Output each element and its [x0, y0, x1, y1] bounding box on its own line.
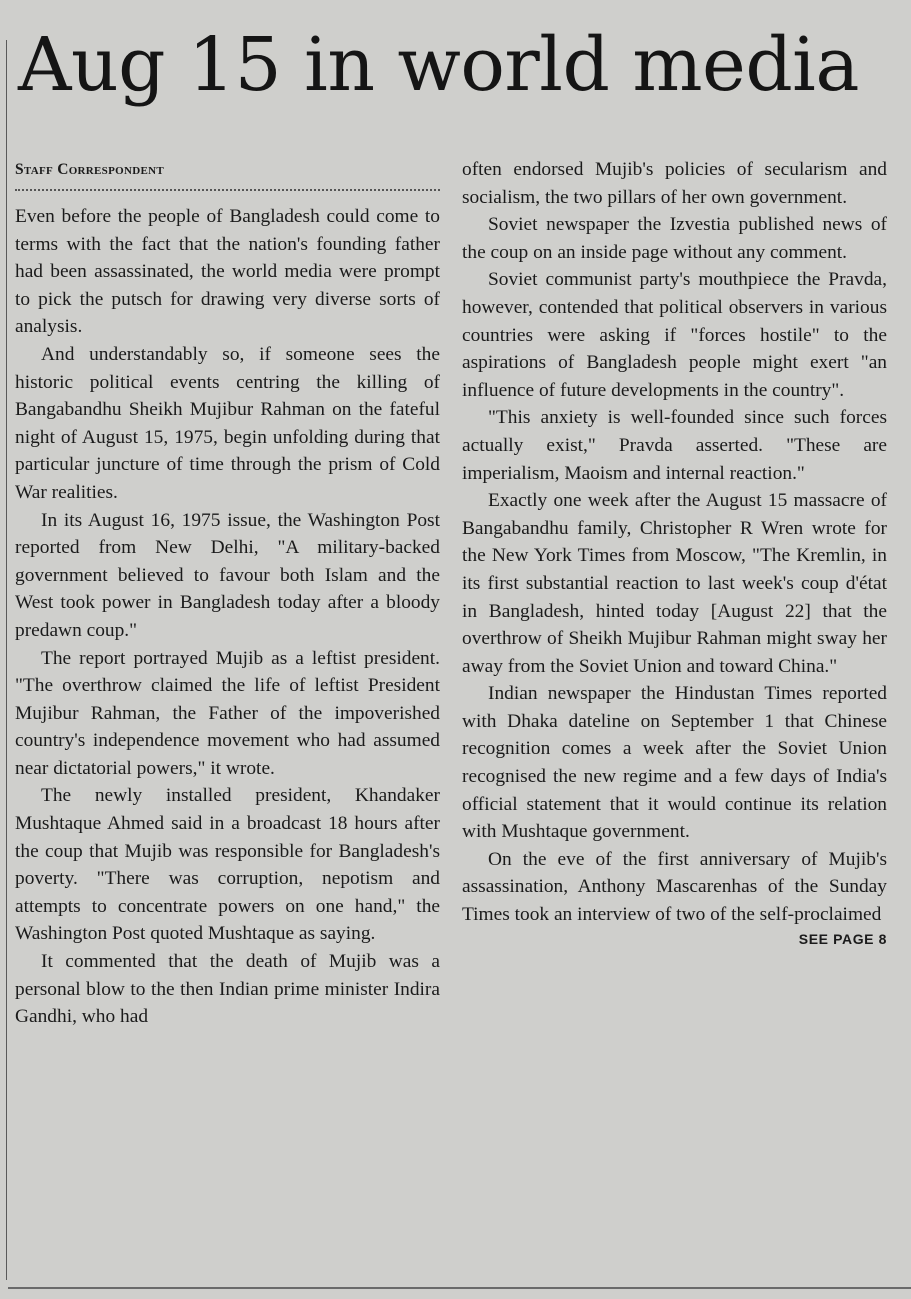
bottom-rule [8, 1287, 911, 1289]
left-column-rule [6, 40, 7, 1280]
byline-dotted-rule [15, 189, 440, 191]
paragraph: Even before the people of Bangladesh could come to terms with the fact that the nation's founding father had been assassinated, the world media were prompt to pick the putsch for drawing very diverse sorts of analysis. [15, 206, 440, 338]
paragraph: Exactly one week after the August 15 massacre of Bangabandhu family, Christopher R Wren wrote for the New York Times from Moscow, "The Kremlin, in its first substantial reaction to last week's coup d'état in Bangladesh, hinted today [August 22] that the overthrow of Sheikh Mujibur Rahman might sway her away from the Soviet Union and toward China." [462, 490, 887, 677]
paragraph: Indian newspaper the Hindustan Times reported with Dhaka dateline on September 1 that Chinese recognition comes a week after the Soviet Union recognised the new regime and a few days of India's official statement that it would continue its relation with Mushtaque government. [462, 683, 887, 843]
paragraph: The report portrayed Mujib as a leftist president. "The overthrow claimed the life of leftist President Mujibur Rahman, the Father of the impoverished country's independence movement who had assumed near dictatorial powers," it wrote. [15, 647, 440, 779]
continuation-note: SEE PAGE 8 [798, 930, 887, 947]
paragraph: On the eve of the first anniversary of Mujib's assassination, Anthony Mascarenhas of the Sunday Times took an interview of two of the self-proclaimed [462, 848, 887, 926]
paragraph: often endorsed Mujib's policies of secularism and socialism, the two pillars of her own government. [462, 159, 887, 208]
paragraph: In its August 16, 1975 issue, the Washington Post reported from New Delhi, "A military-backed government believed to favour both Islam and the West took power in Bangladesh today after a bloody predawn coup." [15, 509, 440, 641]
paragraph: And understandably so, if someone sees the historic political events centring the killing of Bangabandhu Sheikh Mujibur Rahman on the fateful night of August 15, 1975, begin unfolding during that particular juncture of time through the prism of Cold War realities. [15, 343, 440, 503]
paragraph: It commented that the death of Mujib was a personal blow to the then Indian prime minister Indira Gandhi, who had [15, 951, 440, 1028]
paragraph: "This anxiety is well-founded since such forces actually exist," Pravda asserted. "These are imperialism, Maoism and internal reaction." [462, 407, 887, 484]
paragraph: Soviet communist party's mouthpiece the Pravda, however, contended that political observers in various countries were asking if "forces hostile" to the aspirations of Bangladesh people might exert "an influence of future developments in the country". [462, 269, 887, 401]
byline: Staff Correspondent [15, 161, 164, 178]
paragraph: Soviet newspaper the Izvestia published news of the coup on an inside page without any comment. [462, 214, 887, 263]
paragraph: The newly installed president, Khandaker Mushtaque Ahmed said in a broadcast 18 hours after the coup that Mujib was responsible for Bangladesh's poverty. "There was corruption, nepotism and attempts to concentrate powers on one hand," the Washington Post quoted Mushtaque as saying. [15, 785, 440, 945]
headline: Aug 15 in world media [18, 22, 859, 108]
right-column [462, 156, 887, 948]
left-column [15, 156, 440, 1031]
